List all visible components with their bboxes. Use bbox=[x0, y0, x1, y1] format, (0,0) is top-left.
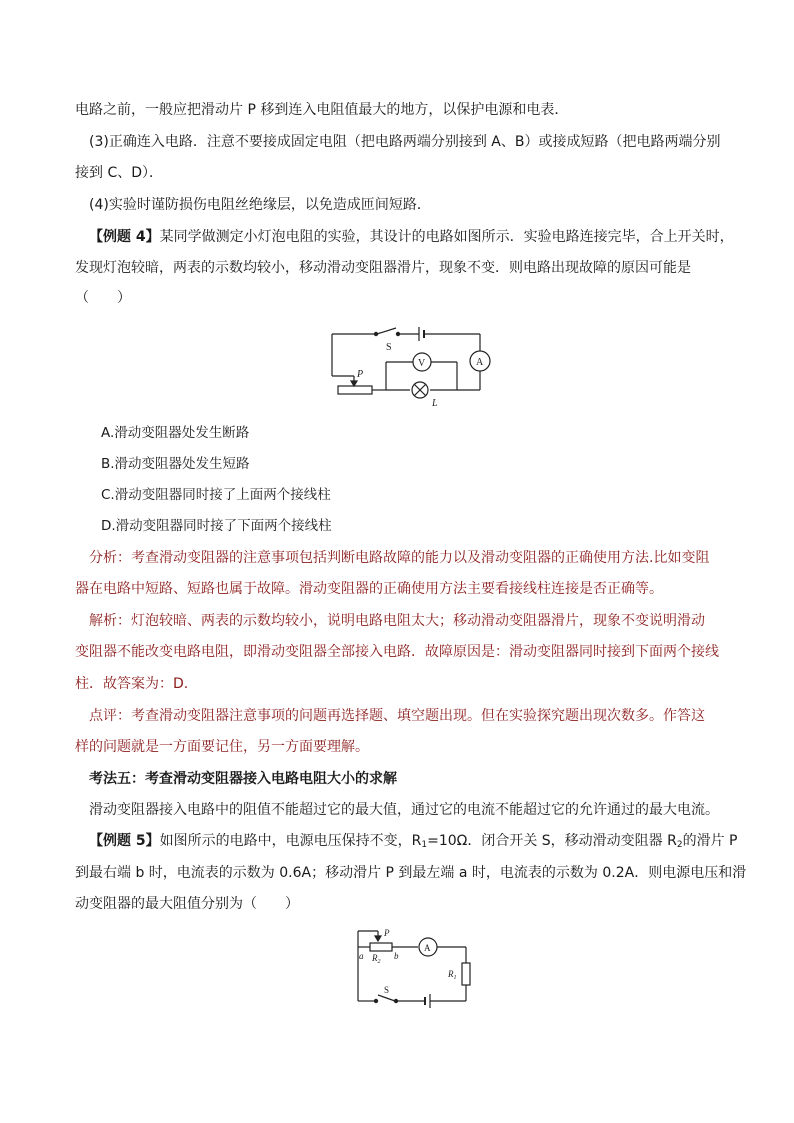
fig4-label-slider: P bbox=[357, 369, 364, 380]
example-5-line1: 【例题 5】如图所示的电路中，电源电压保持不变，$R_1=10\Omega$．闭合开关 S，移动滑动变阻器 $R_2$的滑片 P bbox=[89, 833, 738, 850]
fig5-label-b: b bbox=[394, 951, 399, 961]
example-4-line1: 【例题 4】某同学做测定小灯泡电阻的实验，其设计的电路如图所示．实验电路连接完毕，合上开关时， bbox=[89, 229, 734, 245]
circuit-diagram-example-5 bbox=[352, 925, 482, 1009]
example-5-line2: 到最右端 b 时，电流表的示数为 0.6A；移动滑片 P 到最左端 a 时，电流表的示数为 0.2A．则电源电压和滑 bbox=[75, 865, 747, 881]
method-5-heading: 考法五：考查滑动变阻器接入电路电阻大小的求解 bbox=[89, 771, 397, 787]
fig5-label-r1: $R_1$ bbox=[448, 969, 457, 981]
paragraph-note-4: (4)实验时谨防损伤电阻丝绝缘层，以免造成匝间短路． bbox=[89, 197, 431, 213]
analysis-line2: 器在电路中短路、短路也属于故障。滑动变阻器的正确使用方法主要看接线柱连接是否正确等。 bbox=[75, 581, 663, 597]
example-4-line2: 发现灯泡较暗，两表的示数均较小，移动滑动变阻器滑片，现象不变．则电路出现故障的原因可能是 bbox=[75, 260, 691, 276]
option-a: A.滑动变阻器处发生断路 bbox=[101, 425, 250, 441]
method-5-text: 滑动变阻器接入电路中的阻值不能超过它的最大值，通过它的电流不能超过它的允许通过的最大电流。 bbox=[89, 802, 719, 818]
option-d: D.滑动变阻器同时接了下面两个接线柱 bbox=[101, 518, 332, 534]
fig5-label-ammeter: A bbox=[424, 943, 431, 953]
solution-line3: 柱．故答案为：D. bbox=[75, 676, 189, 692]
fig4-label-lamp: L bbox=[432, 398, 438, 409]
analysis-line1: 分析：考查滑动变阻器的注意事项包括判断电路故障的能力以及滑动变阻器的正确使用方法.比如变阻 bbox=[89, 550, 710, 566]
example-5-line3: 动变阻器的最大阻值分别为（ ） bbox=[75, 896, 299, 912]
fig5-label-r2: $R_2$ bbox=[372, 953, 381, 965]
example-5-tag: 【例题 5】 bbox=[89, 833, 160, 849]
paragraph-note-3-line2: 接到 C、D）． bbox=[75, 165, 164, 181]
fig4-label-switch: S bbox=[386, 342, 392, 353]
example-4-tag: 【例题 4】 bbox=[89, 229, 160, 245]
fig4-label-voltmeter: V bbox=[418, 358, 426, 369]
fig4-label-ammeter: A bbox=[476, 357, 484, 368]
option-b: B.滑动变阻器处发生短路 bbox=[101, 456, 250, 472]
circuit-diagram-example-4 bbox=[324, 320, 504, 410]
option-c: C.滑动变阻器同时接了上面两个接线柱 bbox=[101, 487, 331, 503]
paragraph-note-3-line1: (3)正确连入电路．注意不要接成固定电阻（把电路两端分别接到 A、B）或接成短路（把电路两端分别 bbox=[89, 134, 721, 150]
comment-line2: 样的问题就是一方面要记住，另一方面要理解。 bbox=[75, 739, 369, 755]
fig5-label-a: a bbox=[359, 951, 364, 961]
fig5-label-slider: P bbox=[384, 928, 390, 938]
paragraph-protect: 电路之前，一般应把滑动片 P 移到连入电阻值最大的地方，以保护电源和电表． bbox=[75, 102, 569, 118]
solution-line2: 变阻器不能改变电路电阻，即滑动变阻器全部接入电路．故障原因是：滑动变阻器同时接到下面两个接线 bbox=[75, 644, 719, 660]
comment-line1: 点评：考查滑动变阻器注意事项的问题再选择题、填空题出现。但在实验探究题出现次数多。作答这 bbox=[89, 708, 705, 724]
solution-line1: 解析：灯泡较暗、两表的示数均较小，说明电路电阻太大；移动滑动变阻器滑片，现象不变说明滑动 bbox=[89, 613, 705, 629]
fig5-label-switch: S bbox=[384, 985, 390, 995]
example-4-blank: （ ） bbox=[75, 290, 131, 306]
